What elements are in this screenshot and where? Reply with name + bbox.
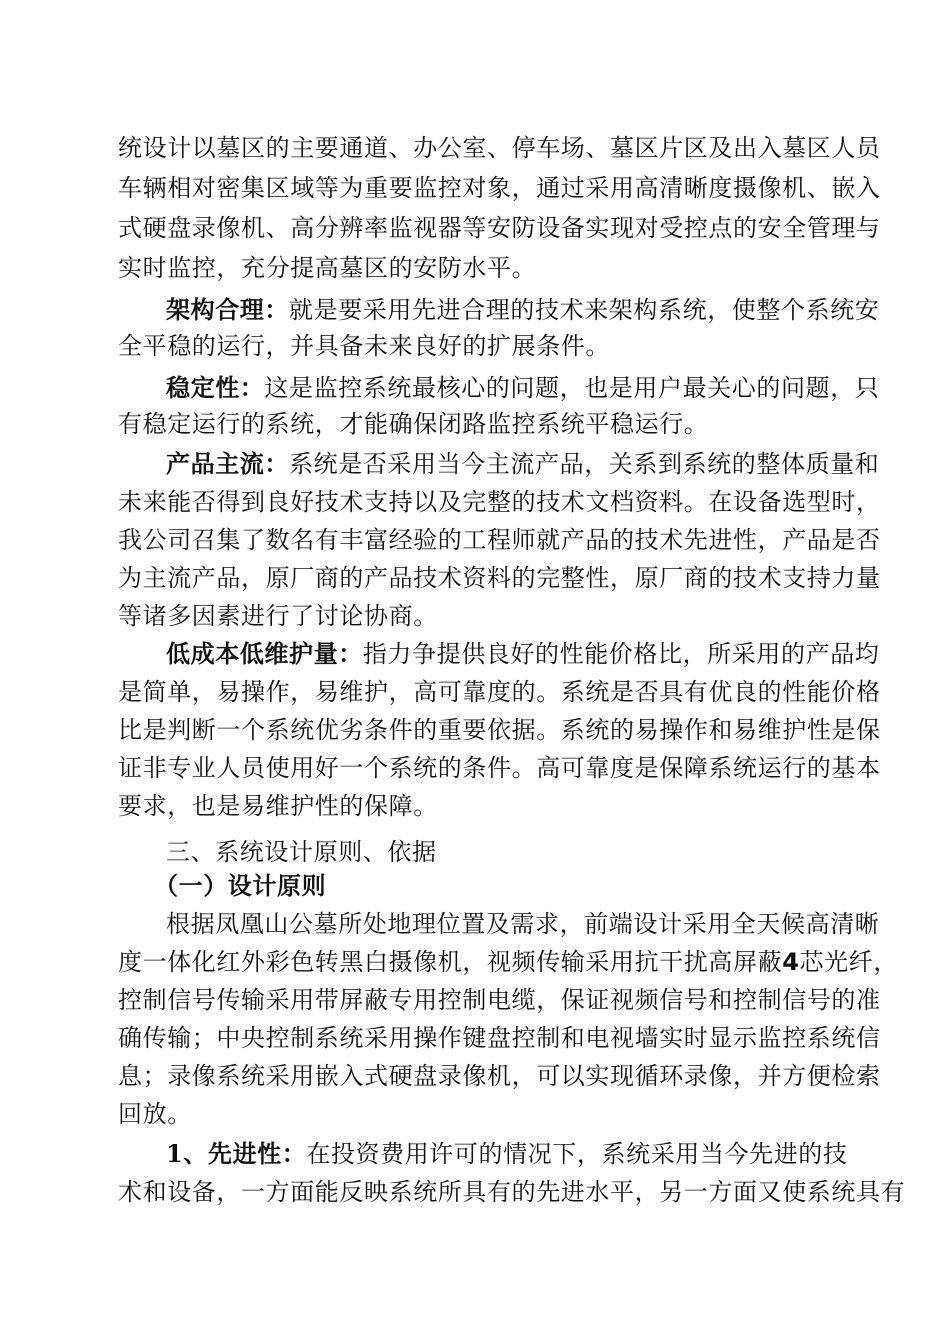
mainstream-paragraph-line-3: 我公司召集了数名有丰富经验的工程师就产品的技术先进性，产品是否 <box>118 526 881 554</box>
stability-term: 稳定性： <box>166 373 265 402</box>
lowcost-paragraph-line-4: 证非专业人员使用好一个系统的条件。高可靠度是保障系统运行的基本 <box>118 754 881 782</box>
lowcost-paragraph-line-5: 要求，也是易维护性的保障。 <box>118 792 438 820</box>
basis-line2-text-a: 度一体化红外彩色转黑白摄像机，视频传输采用抗干扰高屏蔽 <box>118 948 783 976</box>
basis-paragraph-line-3: 控制信号传输采用带屏蔽专用控制电缆，保证视频信号和控制信号的准 <box>118 986 881 1014</box>
mainstream-term: 产品主流： <box>166 449 289 478</box>
stability-paragraph-line-1 <box>166 368 880 408</box>
advanced-paragraph-line-2: 术和设备，一方面能反映系统所具有的先进水平，另一方面又使系统具有 <box>118 1178 906 1206</box>
intro-line-2: 车辆相对密集区域等为重要监控对象，通过采用高清晰度摄像机、嵌入 <box>118 174 881 202</box>
mainstream-paragraph-line-2: 未来能否得到良好技术支持以及完整的技术文档资料。在设备选型时， <box>118 488 881 516</box>
stability-text: 这是监控系统最核心的问题，也是用户最关心的问题，只 <box>264 374 880 402</box>
lowcost-paragraph-line-3: 比是判断一个系统优劣条件的重要依据。系统的易操作和易维护性是保 <box>118 716 881 744</box>
lowcost-text: 指力争提供良好的性能价格比，所采用的产品均 <box>362 640 880 668</box>
mainstream-paragraph-line-5: 等诸多因素进行了讨论协商。 <box>118 602 438 630</box>
intro-line-3: 式硬盘录像机、高分辨率监视器等安防设备实现对受控点的安全管理与 <box>118 214 881 242</box>
stability-paragraph-line-2: 有稳定运行的系统，才能确保闭路监控系统平稳运行。 <box>118 410 709 438</box>
section-heading: 三、系统设计原则、依据 <box>166 838 437 866</box>
intro-line-1: 统设计以墓区的主要通道、办公室、停车场、墓区片区及出入墓区人员 <box>118 134 881 162</box>
basis-paragraph-line-5: 息；录像系统采用嵌入式硬盘录像机，可以实现循环录像，并方便检索 <box>118 1062 881 1090</box>
advanced-term: 1、先进性： <box>166 1139 307 1168</box>
advanced-text: 在投资费用许可的情况下，系统采用当今先进的技 <box>306 1140 848 1168</box>
mainstream-paragraph-line-4: 为主流产品，原厂商的产品技术资料的完整性，原厂商的技术支持力量 <box>118 564 881 592</box>
lowcost-paragraph-line-2: 是简单，易操作，易维护，高可靠度的。系统是否具有优良的性能价格 <box>118 678 881 706</box>
basis-paragraph-line-4: 确传输；中央控制系统采用操作键盘控制和电视墙实时显示监控系统信 <box>118 1024 881 1052</box>
intro-line-4: 实时监控，充分提高墓区的安防水平。 <box>118 254 537 282</box>
architecture-paragraph-line-2: 全平稳的运行，并具备未来良好的扩展条件。 <box>118 332 610 360</box>
lowcost-term: 低成本低维护量： <box>166 639 363 668</box>
basis-paragraph-line-2 <box>118 942 898 982</box>
basis-paragraph-line-6: 回放。 <box>118 1100 192 1128</box>
basis-line2-text-b: 芯光纤， <box>799 948 898 976</box>
architecture-term: 架构合理： <box>166 295 289 324</box>
lowcost-paragraph-line-1 <box>166 634 880 674</box>
basis-paragraph-line-1: 根据凤凰山公墓所处地理位置及需求，前端设计采用全天候高清晰 <box>166 910 880 938</box>
mainstream-text: 系统是否采用当今主流产品，关系到系统的整体质量和 <box>289 450 880 478</box>
mainstream-paragraph-line-1 <box>166 444 880 484</box>
architecture-text: 就是要采用先进合理的技术来架构系统，使整个系统安 <box>289 296 880 324</box>
fiber-core-count: 4 <box>782 948 800 976</box>
advanced-paragraph-line-1 <box>166 1134 858 1174</box>
section-subheading: （一）设计原则 <box>154 871 327 900</box>
architecture-paragraph-line-1 <box>166 290 880 330</box>
